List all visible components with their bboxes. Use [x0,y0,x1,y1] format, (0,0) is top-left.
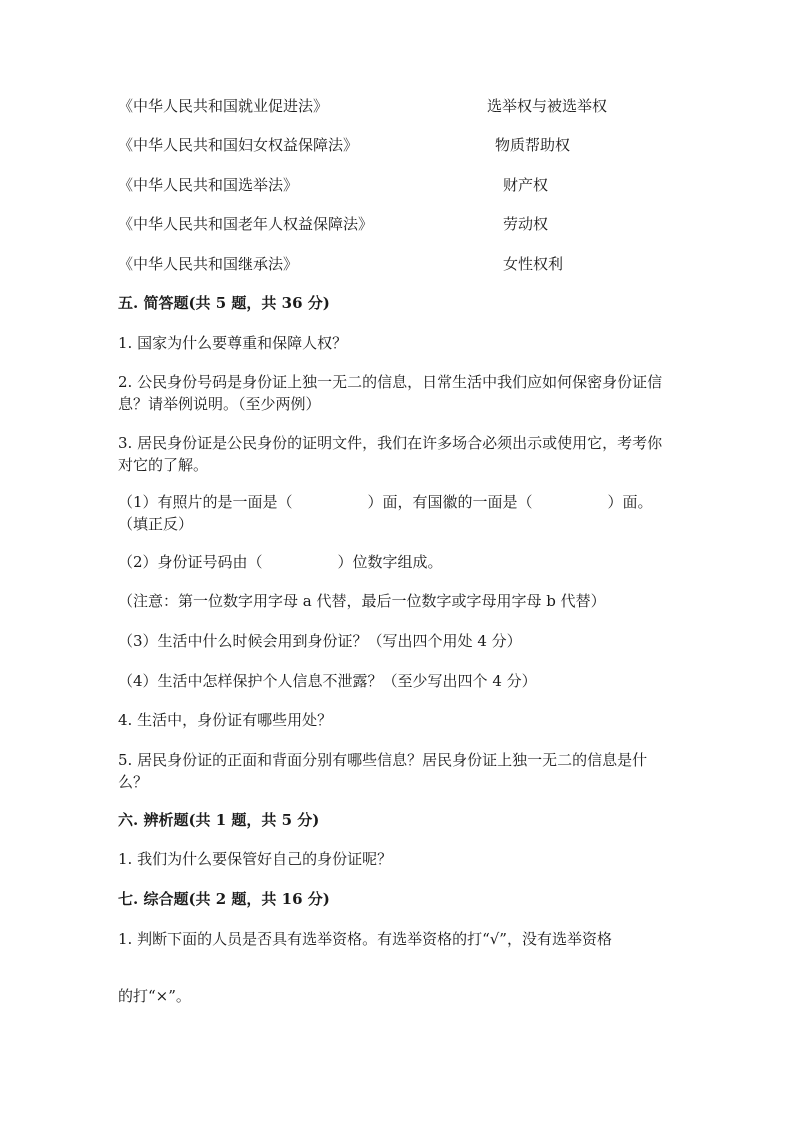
match-left-item: 《中华人民共和国就业促进法》 [118,97,329,115]
match-left-item: 《中华人民共和国选举法》 [118,176,299,194]
question-text: 5. 居民身份证的正面和背面分别有哪些信息？居民身份证上独一无二的信息是什么？ [118,751,648,791]
match-left-item: 《中华人民共和国妇女权益保障法》 [118,136,359,154]
sub-question-text: （1）有照片的是一面是（ ）面，有国徽的一面是（ ）面。（填正反） [118,493,653,533]
question-text: 的打“×”。 [118,987,191,1005]
question-text: 4. 生活中，身份证有哪些用处？ [118,711,333,729]
match-right-item: 劳动权 [503,215,549,233]
match-right-item: 财产权 [503,176,549,194]
note-text: （注意：第一位数字用字母 a 代替，最后一位数字或字母用字母 b 代替） [118,592,606,610]
match-left-item: 《中华人民共和国继承法》 [118,255,299,273]
sub-question-text: （3）生活中什么时候会用到身份证？（写出四个用处 4 分） [118,632,522,650]
section-heading: 七. 综合题(共 2 题，共 16 分) [118,890,330,908]
match-right-item: 选举权与被选举权 [487,97,608,115]
sub-question-text: （2）身份证号码由（ ）位数字组成。 [118,553,443,571]
match-right-item: 女性权利 [503,255,564,273]
section-heading: 五. 简答题(共 5 题，共 36 分) [118,294,330,312]
sub-question-text: （4）生活中怎样保护个人信息不泄露？（至少写出四个 4 分） [118,672,537,690]
question-text: 1. 国家为什么要尊重和保障人权？ [118,334,348,352]
question-text: 2. 公民身份号码是身份证上独一无二的信息，日常生活中我们应如何保密身份证信息？请举例说明。（至少两例） [118,373,663,413]
question-text: 3. 居民身份证是公民身份的证明文件，我们在许多场合必须出示或使用它，考考你对它的了解。 [118,434,663,474]
match-right-item: 物质帮助权 [495,136,571,154]
question-text: 1. 判断下面的人员是否具有选举资格。有选举资格的打“√”，没有选举资格 [118,930,612,948]
section-heading: 六. 辨析题(共 1 题，共 5 分) [118,811,320,829]
question-text: 1. 我们为什么要保管好自己的身份证呢？ [118,850,393,868]
match-left-item: 《中华人民共和国老年人权益保障法》 [118,215,374,233]
